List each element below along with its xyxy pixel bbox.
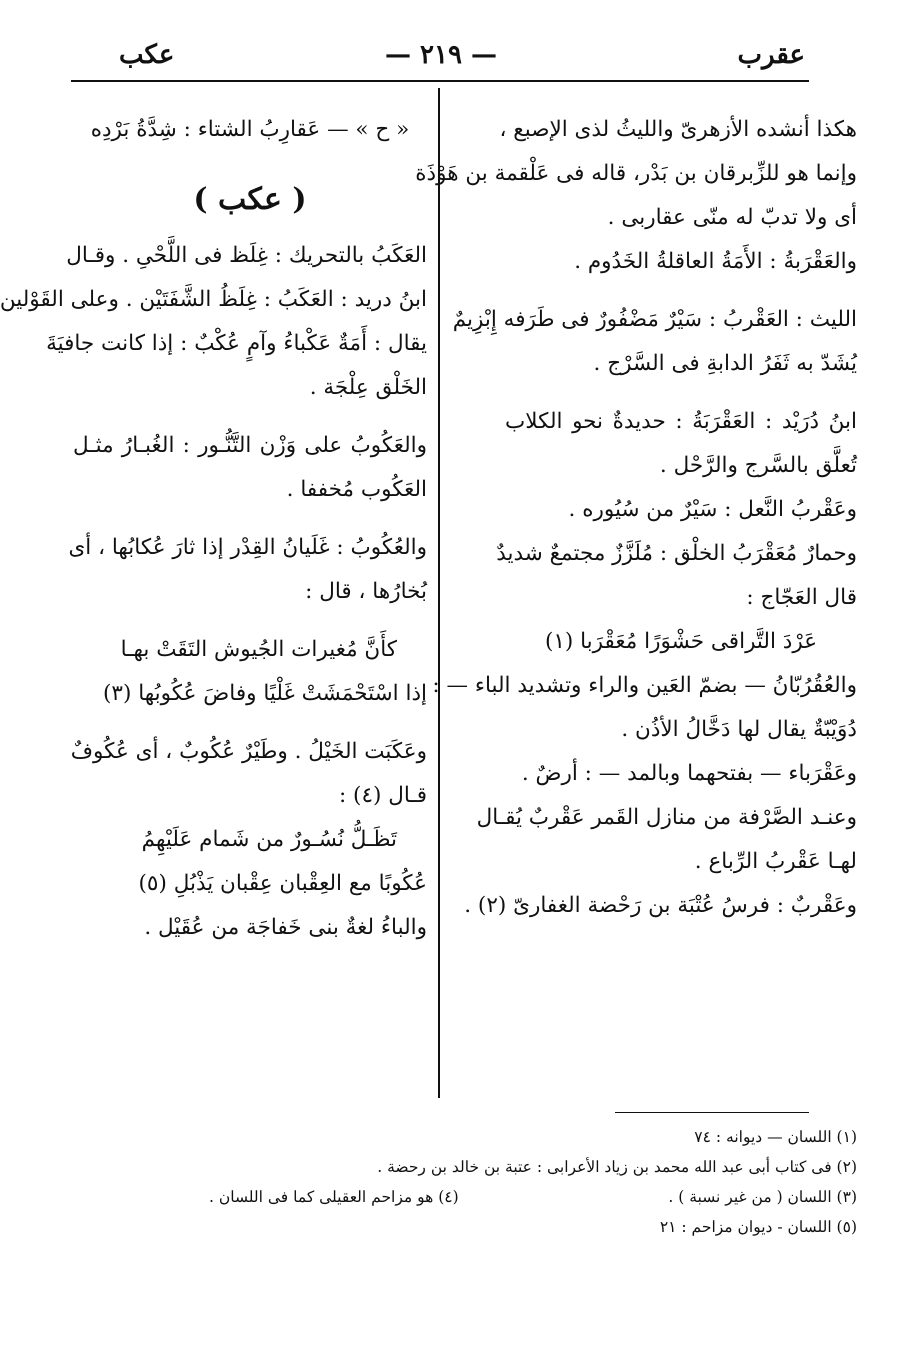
text-line: تُعلَّق بالسَّرج والرَّحْل . (659, 453, 857, 478)
footnote-row (119, 1182, 857, 1212)
text-line: العَكَبُ بالتحريك : غِلَظ فى اللَّحْىِ . وقـال (66, 243, 427, 268)
footnote-1: (١) اللسان — ديوانه : ٧٤ (694, 1128, 857, 1146)
text-line: دُوَيْبّةٌ يقال لها دَخَّالُ الأذُن . (621, 717, 857, 742)
column-divider (438, 88, 440, 1098)
text-line: والعَكُوبُ على وَزْن التَّنُّـور : الغُبـارُ مثـل (73, 433, 427, 458)
verse-line: إذا اسْتَحْمَشَتْ غَلْيًا وفاضَ عُكُوبُها (٣) (103, 681, 427, 706)
text-line: « ح » — عَقارِبُ الشتاء : شِدَّةُ بَرْدِه (90, 117, 410, 142)
entry-title: ( عكب ) (193, 182, 307, 217)
footnote-3: (٣) اللسان ( من غير نسبة ) . (668, 1188, 857, 1206)
text-line: وعَكَبَت الخَيْلُ . وطَيْرٌ عُكُوبٌ ، أى عُكُوفٌ (70, 739, 427, 764)
left-column (0, 108, 427, 950)
right-column (415, 108, 857, 928)
text-line: قال العَجّاج : (746, 585, 857, 610)
text-line: الخَلْق عِلْجَة . (309, 375, 427, 400)
text-line: يقال : أَمَةٌ عَكْباءُ وآمٍ عُكْبٌ : إذا كانت جافيَةَ (46, 331, 427, 356)
text-line: ابنُ دريد : العَكَبُ : غِلَظُ الشَّفَتَيْن . وعلى القَوْلين (0, 287, 427, 312)
text-line: والباءُ لغةٌ بنى خَفاجَة من عُقَيْل . (144, 915, 427, 940)
footnote-2: (٢) فى كتاب أبى عبد الله محمد بن زياد الأعرابى : عتبة بن خالد بن رحضة . (377, 1158, 857, 1176)
footnote-4: (٤) هو مزاحم العقيلى كما فى اللسان . (209, 1188, 459, 1206)
verse-line: عَرْدَ التَّراقى حَشْوَرًا مُعَقْرَبا (١) (544, 629, 818, 654)
footnotes (119, 1122, 857, 1242)
text-line: الليث : العَقْربُ : سَيْرٌ مَضْفُورٌ فى طَرَفه إِبْزِيمٌ (452, 307, 857, 332)
footnote-rule (615, 1112, 809, 1113)
text-line: أى ولا تدبّ له منّى عقاربى . (607, 205, 857, 230)
footnote-5: (٥) اللسان - ديوان مزاحم : ٢١ (659, 1218, 857, 1236)
verse-line: كأَنَّ مُغيرات الجُيوش التَقَتْ بهـا (120, 637, 397, 662)
text-line: قـال (٤) : (338, 783, 427, 808)
text-line: يُشَدّ به ثَفَرُ الدابةِ فى السَّرْج . (593, 351, 857, 376)
text-line: وحمارٌ مُعَقْرَبُ الخلْق : مُلَزَّزٌ مجتمعٌ شديدٌ (496, 541, 857, 566)
text-line: والعُكُوبُ : غَلَيانُ القِدْر إذا ثارَ عُكابُها ، أى (68, 535, 427, 560)
text-line: بُخارُها ، قال : (305, 579, 427, 604)
header-right-word: عقرب (737, 40, 805, 70)
page-number: — ٢١٩ — (384, 40, 498, 70)
verse-line: عُكُوبًا مع العِقْبان عِقْبان يَذْبُلِ (٥) (138, 871, 427, 896)
text-line: وإنما هو للزِّبرقان بن بَدْر، قاله فى عَلْقمة بن هَوْذَة (415, 161, 857, 186)
text-line: وعَقْرَباء — بفتحهما وبالمد — : أرضٌ . (521, 761, 857, 786)
text-line: والعَقْرَبةُ : الأَمَةُ العاقلةُ الخَدُوم . (574, 249, 857, 274)
header-left-word: عكب (119, 40, 175, 70)
verse-line: تَظَـلُّ نُسُـورٌ من شَمام عَلَيْهِمُ (141, 827, 397, 852)
text-line: لهـا عَقْربُ الرِّباع . (694, 849, 857, 874)
text-line: ابنُ دُرَيْد : العَقْرَبَةُ : حديدةٌ نحو الكلاب (505, 409, 857, 434)
text-line: وعنـد الصَّرْفة من منازل القَمر عَقْربٌ يُقـال (476, 805, 857, 830)
text-line: هكذا أنشده الأزهرىّ والليثُ لذى الإصبع ، (499, 117, 857, 142)
page-header (71, 38, 809, 74)
text-line: والعُقُرُبّانُ — بضمّ العَين والراء وتشديد الباء — : (432, 673, 857, 698)
text-line: وعَقْربٌ : فرسُ عُتْبَة بن رَحْضة الغفارىّ (٢) . (464, 893, 857, 918)
text-line: وعَقْربُ النَّعل : سَيْرٌ من سُيُوره . (568, 497, 857, 522)
text-line: العَكُوب مُخففا . (286, 477, 427, 502)
header-rule (71, 80, 809, 82)
